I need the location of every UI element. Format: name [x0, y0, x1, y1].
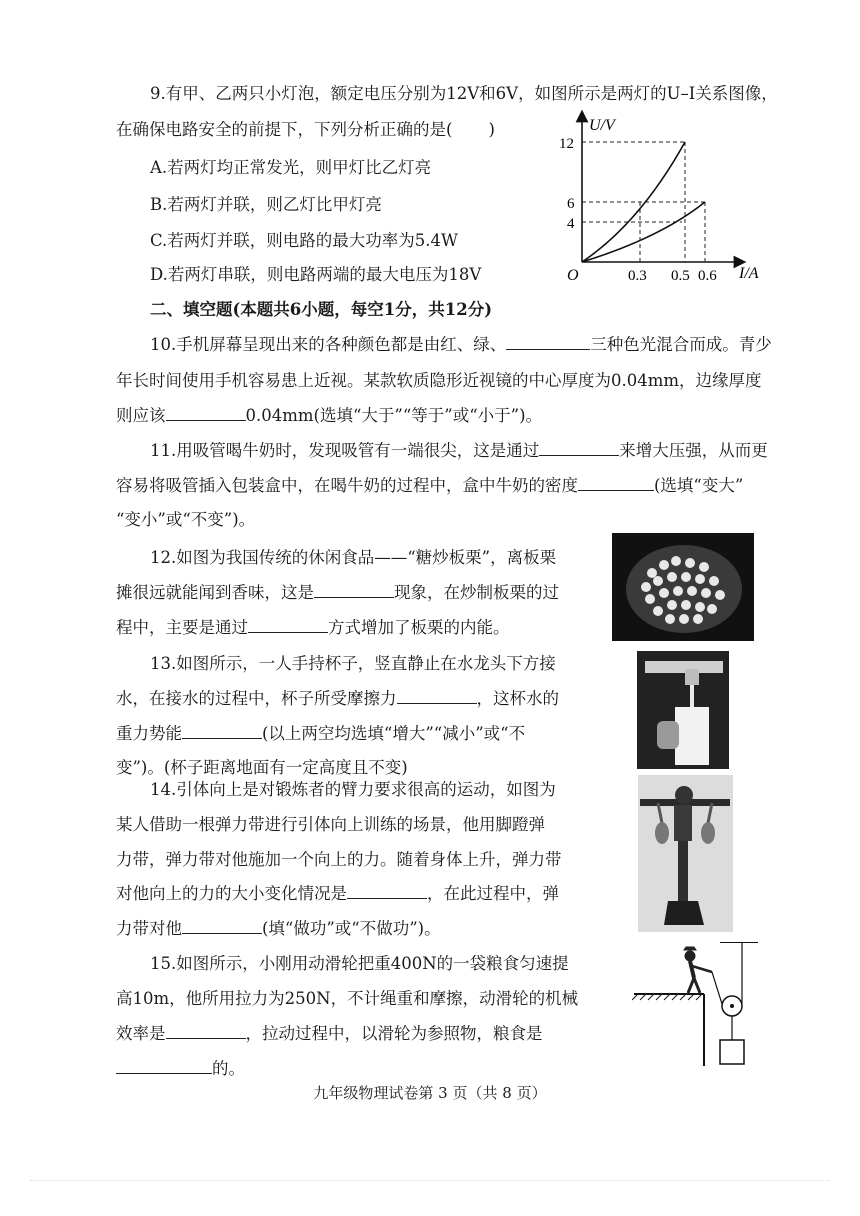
origin-label: O — [567, 267, 579, 284]
section-title: 二、填空题(本题共6小题，每空1分，共12分) — [150, 300, 493, 319]
q11-text-2a: 容易将吸管插入包装盒中，在喝牛奶的过程中，盒中牛奶的密度 — [116, 476, 578, 495]
chestnuts-photo — [612, 533, 754, 641]
page-footer: 九年级物理试卷第 3 页（共 8 页） — [313, 1084, 547, 1102]
q12-text-3b: 方式增加了板栗的内能。 — [328, 618, 510, 637]
q13-text-3b: (以上两空均选填“增大”“减小”或“不 — [262, 724, 526, 743]
q10-blank-1[interactable] — [506, 333, 590, 350]
q11-line3: “变小”或“不变”)。 — [116, 510, 256, 529]
y-axis-label: U/V — [589, 117, 615, 134]
q10-line3 — [116, 404, 542, 428]
q13-blank-2[interactable] — [182, 722, 262, 739]
q9-option-a: A.若两灯均正常发光，则甲灯比乙灯亮 — [150, 158, 432, 177]
q13-text-2b: ，这杯水的 — [476, 689, 559, 708]
q9-paren-close: ) — [488, 120, 495, 139]
q9-line1: 9.有甲、乙两只小灯泡，额定电压分别为12V和6V，如图所示是两灯的U–I关系图像， — [150, 84, 778, 103]
faucet-cup-photo — [637, 651, 729, 769]
q12-line2 — [116, 581, 559, 605]
y-tick-4: 4 — [567, 216, 575, 232]
q13-line4: 变”)。(杯子距离地面有一定高度且不变) — [116, 758, 408, 777]
q12-text-3a: 程中，主要是通过 — [116, 618, 248, 637]
q14-text-4b: ，在此过程中，弹 — [427, 884, 559, 903]
q10-line1 — [150, 333, 772, 357]
q10-blank-2[interactable] — [166, 404, 246, 421]
y-tick-6: 6 — [567, 196, 575, 212]
q9-option-c: C.若两灯并联，则电路的最大功率为5.4W — [150, 231, 458, 250]
q14-line1: 14.引体向上是对锻炼者的臂力要求很高的运动，如图为 — [150, 780, 556, 799]
q13-blank-1[interactable] — [397, 687, 477, 704]
q14-line5 — [116, 917, 441, 941]
q9-line2 — [116, 118, 495, 142]
q11-blank-2[interactable] — [578, 474, 654, 491]
curve-lamp-yi — [582, 202, 705, 262]
q13-text-2a: 水，在接水的过程中，杯子所受摩擦力 — [116, 689, 397, 708]
q11-line2 — [116, 474, 743, 498]
q12-blank-2[interactable] — [248, 616, 328, 633]
x-axis-label: I/A — [739, 265, 759, 282]
q15-line2: 高10m，他所用拉力为250N，不计绳重和摩擦，动滑轮的机械 — [116, 989, 579, 1008]
pulley-diagram — [632, 942, 762, 1070]
q15-line4 — [116, 1057, 245, 1081]
q10-text-1a: 10.手机屏幕呈现出来的各种颜色都是由红、绿、 — [150, 335, 507, 354]
pullup-band-photo — [638, 775, 733, 932]
q10-line2: 年长时间使用手机容易患上近视。某款软质隐形近视镜的中心厚度为0.04mm，边缘厚度 — [116, 371, 762, 390]
q11-text-1a: 11.用吸管喝牛奶时，发现吸管有一端很尖，这是通过 — [150, 441, 540, 460]
q11-line1 — [150, 439, 768, 463]
x-tick-06: 0.6 — [698, 268, 717, 284]
rope-pull — [712, 972, 722, 1004]
q12-line3 — [116, 616, 510, 640]
q14-blank-1[interactable] — [347, 882, 427, 899]
q14-text-5b: (填“做功”或“不做功”)。 — [262, 919, 441, 938]
q15-blank-1[interactable] — [166, 1022, 246, 1039]
q15-blank-2[interactable] — [116, 1057, 212, 1074]
q13-line1: 13.如图所示，一人手持杯子，竖直静止在水龙头下方接 — [150, 654, 556, 673]
q11-text-2b: (选填“变大” — [654, 476, 744, 495]
q15-line1: 15.如图所示，小刚用动滑轮把重400N的一袋粮食匀速提 — [150, 954, 569, 973]
q10-text-3a: 则应该 — [116, 406, 166, 425]
x-tick-03: 0.3 — [628, 268, 647, 284]
q13-line3 — [116, 722, 525, 746]
q11-text-1b: 来增大压强，从而更 — [619, 441, 768, 460]
q14-line3: 力带，弹力带对他施加一个向上的力。随着身体上升，弹力带 — [116, 850, 562, 869]
ui-graph — [555, 108, 775, 288]
q9-option-d: D.若两灯串联，则电路两端的最大电压为18V — [150, 265, 482, 284]
q9-option-b: B.若两灯并联，则乙灯比甲灯亮 — [150, 195, 382, 214]
q14-blank-2[interactable] — [182, 917, 262, 934]
q12-text-2b: 现象，在炒制板栗的过 — [394, 583, 559, 602]
q15-text-3a: 效率是 — [116, 1024, 166, 1043]
q12-line1: 12.如图为我国传统的休闲食品——“糖炒板栗”，离板栗 — [150, 548, 557, 567]
q14-line2: 某人借助一根弹力带进行引体向上训练的场景，他用脚蹬弹 — [116, 815, 545, 834]
q14-line4 — [116, 882, 559, 906]
page-bottom-divider — [30, 1180, 830, 1181]
q9-line2-text: 在确保电路安全的前提下，下列分析正确的是( — [116, 120, 453, 139]
q11-blank-1[interactable] — [539, 439, 619, 456]
q10-text-3b: 0.04mm(选填“大于”“等于”或“小于”)。 — [245, 406, 543, 425]
x-tick-05: 0.5 — [671, 268, 690, 284]
y-tick-12: 12 — [559, 136, 574, 152]
q12-text-2a: 摊很远就能闻到香味，这是 — [116, 583, 314, 602]
q15-line3 — [116, 1022, 543, 1046]
grain-bag — [720, 1040, 744, 1064]
q14-text-4a: 对他向上的力的大小变化情况是 — [116, 884, 347, 903]
person-figure — [684, 947, 712, 993]
q13-line2 — [116, 687, 559, 711]
q15-text-4b: 的。 — [212, 1059, 245, 1078]
q13-text-3a: 重力势能 — [116, 724, 182, 743]
q14-text-5a: 力带对他 — [116, 919, 182, 938]
q12-blank-1[interactable] — [314, 581, 394, 598]
q15-text-3b: ，拉动过程中，以滑轮为参照物，粮食是 — [245, 1024, 543, 1043]
q10-text-1b: 三种色光混合而成。青少 — [590, 335, 772, 354]
